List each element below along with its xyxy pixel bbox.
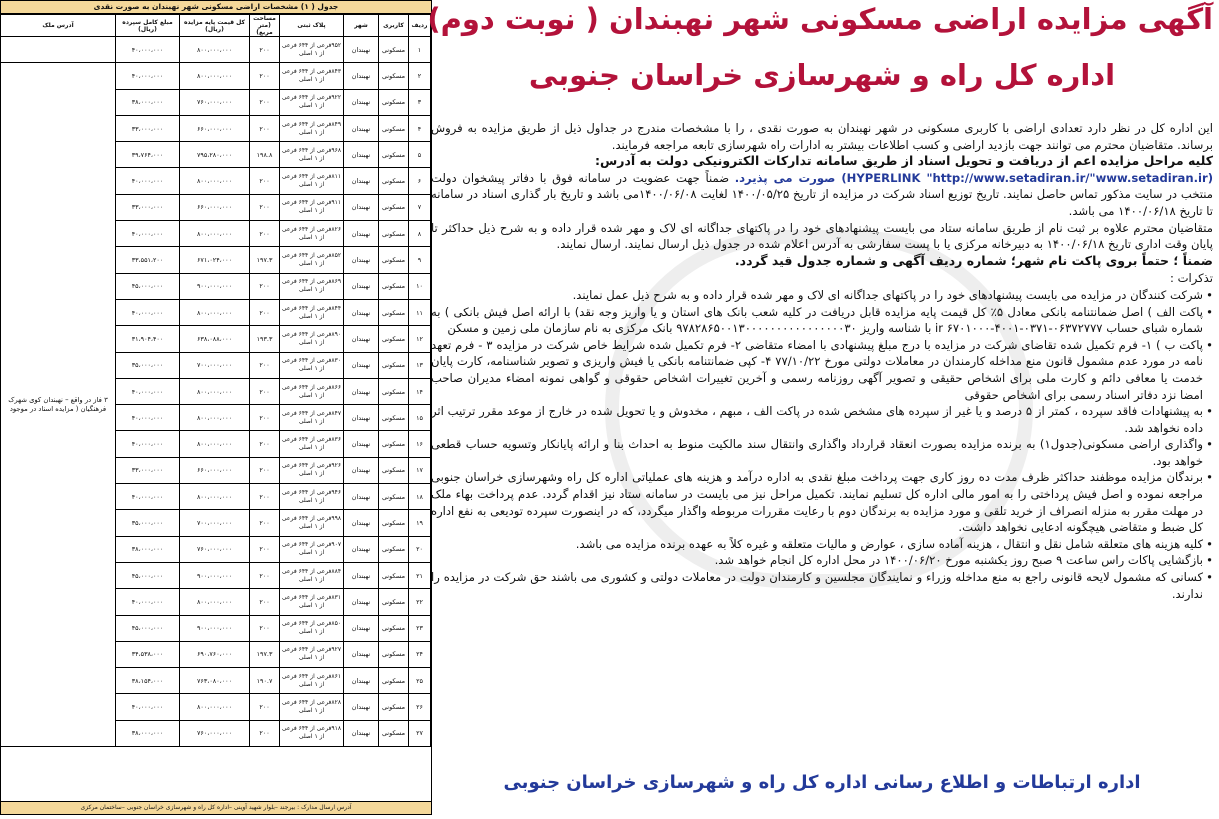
cell-base-price: ۹۰۰،۰۰۰،۰۰۰ (180, 273, 250, 299)
cell-area: ۱۹۷.۳ (250, 641, 280, 667)
cell-area: ۲۰۰ (250, 273, 280, 299)
cell-row-number: ۲۳ (409, 615, 431, 641)
cell-city: نهبندان (344, 352, 379, 378)
note-item: • به پیشنهادات فاقد سپرده ، کمتر از ۵ درصد و یا غیر از سپرده های مشخص شده در پاکت الف ، مبهم ، مخدوش و یا تحویل شده در خارج از موعد مقرر ترتیب اثر داده نخواهد شد. (431, 403, 1213, 436)
cell-use: مسکونی (379, 457, 409, 483)
cell-row-number: ۲ (409, 63, 431, 89)
setad-link[interactable]: (HYPERLINK "http://www.setadiran.ir/"www.setadiran.ir) صورت می پذیرد. (734, 170, 1213, 185)
cell-address-empty (1, 37, 116, 63)
cell-row-number: ۵ (409, 142, 431, 168)
cell-city: نهبندان (344, 299, 379, 325)
cell-plaque: ۸۶۹فرعی از ۶۴۴ فرعی از ۱ اصلی (280, 273, 344, 299)
table-title: جدول ( ۱) مشخصات اراضی مسکونی شهر نهبندان به صورت نقدی (1, 1, 431, 14)
cell-area: ۲۰۰ (250, 89, 280, 115)
cell-row-number: ۱۷ (409, 457, 431, 483)
cell-row-number: ۱ (409, 37, 431, 63)
note-item: • پاکت ب ) ۱- فرم تکمیل شده تقاضای شرکت در مزایده با درج مبلغ پیشنهادی با امضاء متقاضی ۲- فرم تکمیل شده شرایط خاص شرکت در مزایده ۳ - فرم تعهد نامه در مورد عدم مشمول قانون منع مداخله کارمندان در معاملات دولتی مورخ ۷۷/۱۰/۲۲ ۴- کپی ضمانتنامه بانکی یا فیش واریزی و تصویر شناسنامه، کارت پایان خدمت یا معافی دائم و کارت ملی برای اشخاص حقیقی و تصویر آگهی روزنامه رسمی و آخرین تغییرات اشخاص حقوقی و گواهی نمونه امضاء مدیران صاحب امضا نزد دفاتر اسناد رسمی برای اشخاص حقوقی (431, 337, 1213, 403)
note-item: • شرکت کنندگان در مزایده می بایست پیشنهادهای خود را در پاکتهای جداگانه ای لاک و مهر شده قرار داده و به شرح ذیل عمل نمایند. (431, 287, 1213, 304)
cell-plaque: ۹۲۶فرعی از ۶۴۴ فرعی از ۱ اصلی (280, 457, 344, 483)
cell-plaque: ۹۱۱فرعی از ۶۴۴ فرعی از ۱ اصلی (280, 194, 344, 220)
cell-row-number: ۳ (409, 89, 431, 115)
cell-deposit: ۴۰،۰۰۰،۰۰۰ (116, 378, 180, 404)
cell-row-number: ۴ (409, 115, 431, 141)
cell-plaque: ۸۶۶فرعی از ۶۴۴ فرعی از ۱ اصلی (280, 378, 344, 404)
cell-base-price: ۸۰۰،۰۰۰،۰۰۰ (180, 431, 250, 457)
cell-area: ۲۰۰ (250, 457, 280, 483)
cell-area: ۲۰۰ (250, 299, 280, 325)
cell-plaque: ۸۴۴فرعی از ۶۴۴ فرعی از ۱ اصلی (280, 299, 344, 325)
table-footer-address: آدرس ارسال مدارک : بیرجند –بلوار شهید آوینی –اداره کل راه و شهرسازی خراسان جنوبی –ساختمان مرکزی (1, 801, 431, 814)
cell-area: ۲۰۰ (250, 194, 280, 220)
cell-deposit: ۳۸،۰۰۰،۰۰۰ (116, 536, 180, 562)
intro-paragraph: این اداره کل در نظر دارد تعدادی اراضی با کاربری مسکونی در شهر نهبندان به صورت نقدی ، را با مشخصات مندرج در جداول ذیل از طریق مزایده به فروش برساند. متقاضیان محترم می توانند جهت بازدید اراضی و کسب اطلاعات بیشتر به ادارات راه شهرسازی تابعه مراجعه فرمایند. (431, 121, 1213, 152)
cell-base-price: ۶۶۰،۰۰۰،۰۰۰ (180, 194, 250, 220)
header-address: آدرس ملک (1, 15, 116, 37)
cell-area: ۲۰۰ (250, 431, 280, 457)
cell-area: ۲۰۰ (250, 115, 280, 141)
cell-plaque: ۹۴۶فرعی از ۶۴۴ فرعی از ۱ اصلی (280, 484, 344, 510)
cell-row-number: ۱۶ (409, 431, 431, 457)
properties-table-panel (0, 0, 432, 815)
cell-plaque: ۹۰۷فرعی از ۶۴۴ فرعی از ۱ اصلی (280, 536, 344, 562)
note-item: • واگذاری اراضی مسکونی(جدول۱) به برنده مزایده بصورت انعقاد قرارداد واگذاری وانتقال سند مالکیت منوط به احداث بنا و ارائه پایانکار وتسویه حساب قطعی خواهد بود. (431, 436, 1213, 469)
cell-plaque: ۸۶۱فرعی از ۶۴۴ فرعی از ۱ اصلی (280, 668, 344, 694)
cell-city: نهبندان (344, 326, 379, 352)
announcement-footer: اداره ارتباطات و اطلاع رسانی اداره کل راه و شهرسازی خراسان جنوبی (503, 772, 1141, 793)
cell-area: ۲۰۰ (250, 720, 280, 746)
cell-area: ۱۹۸.۸ (250, 142, 280, 168)
cell-base-price: ۸۰۰،۰۰۰،۰۰۰ (180, 378, 250, 404)
setad-text: ضمناً جهت عضویت در سامانه فوق با دفاتر پیشخوان دولت منتخب در سایت مذکور تماس حاصل نمایند. تاریخ توزیع اسناد شرکت در مزایده از تاریخ ۱۴۰۰/۰۵/۲۵ لغایت ۱۴۰۰/۰۶/۰۸می باشد و تاریخ بار گذاری اسناد در سامانه تا تاریخ ۱۴۰۰/۰۶/۱۸ می باشد. (431, 170, 1214, 218)
cell-city: نهبندان (344, 168, 379, 194)
cell-deposit: ۳۸،۰۰۰،۰۰۰ (116, 89, 180, 115)
announcement-body (431, 120, 1213, 602)
cell-use: مسکونی (379, 142, 409, 168)
cell-area: ۲۰۰ (250, 694, 280, 720)
announcement-organization: اداره کل راه و شهرسازی خراسان جنوبی (528, 58, 1116, 92)
cell-city: نهبندان (344, 405, 379, 431)
cell-base-price: ۷۰۰،۰۰۰،۰۰۰ (180, 352, 250, 378)
cell-deposit: ۳۸،۰۰۰،۰۰۰ (116, 720, 180, 746)
cell-deposit: ۴۰،۰۰۰،۰۰۰ (116, 694, 180, 720)
cell-plaque: ۸۳۶فرعی از ۶۴۴ فرعی از ۱ اصلی (280, 431, 344, 457)
cell-row-number: ۱۳ (409, 352, 431, 378)
cell-use: مسکونی (379, 299, 409, 325)
cell-plaque: ۸۲۸فرعی از ۶۴۴ فرعی از ۱ اصلی (280, 694, 344, 720)
notes-heading: تذکرات : (1170, 271, 1213, 286)
cell-city: نهبندان (344, 510, 379, 536)
header-area: مساحت (متر مربع) (250, 15, 280, 37)
cell-area: ۲۰۰ (250, 37, 280, 63)
cell-use: مسکونی (379, 668, 409, 694)
cell-deposit: ۳۳،۰۰۰،۰۰۰ (116, 194, 180, 220)
cell-row-number: ۱۸ (409, 484, 431, 510)
cell-use: مسکونی (379, 510, 409, 536)
cell-area: ۱۹۰.۷ (250, 668, 280, 694)
cell-use: مسکونی (379, 352, 409, 378)
cell-row-number: ۱۰ (409, 273, 431, 299)
cell-area: ۲۰۰ (250, 378, 280, 404)
cell-deposit: ۳۳،۰۰۰،۰۰۰ (116, 115, 180, 141)
table-body (1, 37, 431, 747)
cell-deposit: ۳۳،۰۰۰،۰۰۰ (116, 457, 180, 483)
cell-plaque: ۹۹۸فرعی از ۶۴۴ فرعی از ۱ اصلی (280, 510, 344, 536)
header-use: کاربری (379, 15, 409, 37)
cell-plaque: ۸۳۱فرعی از ۶۴۴ فرعی از ۱ اصلی (280, 589, 344, 615)
cell-use: مسکونی (379, 326, 409, 352)
cell-area: ۲۰۰ (250, 168, 280, 194)
cell-city: نهبندان (344, 562, 379, 588)
cell-base-price: ۸۰۰،۰۰۰،۰۰۰ (180, 484, 250, 510)
cell-deposit: ۴۰،۰۰۰،۰۰۰ (116, 63, 180, 89)
cell-base-price: ۸۰۰،۰۰۰،۰۰۰ (180, 168, 250, 194)
cell-use: مسکونی (379, 484, 409, 510)
cell-city: نهبندان (344, 694, 379, 720)
cell-area: ۲۰۰ (250, 484, 280, 510)
cell-base-price: ۸۰۰،۰۰۰،۰۰۰ (180, 299, 250, 325)
cell-use: مسکونی (379, 589, 409, 615)
cell-deposit: ۳۵،۰۰۰،۰۰۰ (116, 510, 180, 536)
cell-deposit: ۴۵،۰۰۰،۰۰۰ (116, 562, 180, 588)
cell-use: مسکونی (379, 562, 409, 588)
cell-deposit: ۴۰،۰۰۰،۰۰۰ (116, 221, 180, 247)
cell-use: مسکونی (379, 720, 409, 746)
cell-use: مسکونی (379, 405, 409, 431)
header-base-price: کل قیمت پایه مزایده (ریال) (180, 15, 250, 37)
cell-plaque: ۹۲۷فرعی از ۶۴۴ فرعی از ۱ اصلی (280, 641, 344, 667)
cell-base-price: ۷۰۰،۰۰۰،۰۰۰ (180, 510, 250, 536)
note-item: • بازگشایی پاکات راس ساعت ۹ صبح روز یکشنبه مورخ ۱۴۰۰/۰۶/۲۰ در محل اداره کل انجام خواهد شد. (431, 552, 1213, 569)
cell-address: ۳ فاز در واقع – نهبندان کوی شهرک فرهنگیان ( مزایده اسناد در موجود (1, 63, 116, 747)
cell-row-number: ۲۰ (409, 536, 431, 562)
setad-heading: کلیه مراحل مزایده اعم از دریافت و تحویل اسناد از طریق سامانه تدارکات الکترونیکی دولت به آدرس: (595, 153, 1213, 169)
cell-city: نهبندان (344, 89, 379, 115)
cell-use: مسکونی (379, 641, 409, 667)
cell-use: مسکونی (379, 37, 409, 63)
cell-base-price: ۹۰۰،۰۰۰،۰۰۰ (180, 562, 250, 588)
cell-use: مسکونی (379, 615, 409, 641)
header-plaque: پلاک ثبتی (280, 15, 344, 37)
announcement-panel (427, 0, 1214, 815)
submission-paragraph: متقاضیان محترم علاوه بر ثبت نام از طریق سامانه ستاد می بایست پیشنهادهای خود را در پاکتهای جداگانه ای لاک و مهر شده قرار داده و به شرح ذیل حداکثر تا پایان وقت اداری تاریخ ۱۴۰۰/۰۶/۱۸ به دبیرخانه مرکزی یا با پست سفارشی به آدرس اعلام شده در جدول ذیل ارسال نمایند. ارسال نمایند. (431, 220, 1213, 252)
cell-city: نهبندان (344, 273, 379, 299)
cell-city: نهبندان (344, 668, 379, 694)
cell-base-price: ۷۶۰،۰۰۰،۰۰۰ (180, 89, 250, 115)
cell-base-price: ۸۰۰،۰۰۰،۰۰۰ (180, 405, 250, 431)
cell-use: مسکونی (379, 247, 409, 273)
cell-area: ۲۰۰ (250, 405, 280, 431)
cell-base-price: ۷۶۰،۰۰۰،۰۰۰ (180, 720, 250, 746)
cell-city: نهبندان (344, 247, 379, 273)
cell-area: ۲۰۰ (250, 510, 280, 536)
cell-plaque: ۸۵۰فرعی از ۶۴۴ فرعی از ۱ اصلی (280, 615, 344, 641)
cell-city: نهبندان (344, 63, 379, 89)
cell-deposit: ۳۵،۰۰۰،۰۰۰ (116, 352, 180, 378)
cell-city: نهبندان (344, 431, 379, 457)
cell-base-price: ۹۰۰،۰۰۰،۰۰۰ (180, 615, 250, 641)
cell-use: مسکونی (379, 431, 409, 457)
cell-city: نهبندان (344, 536, 379, 562)
setad-paragraph (431, 170, 1213, 220)
cell-use: مسکونی (379, 536, 409, 562)
cell-plaque: ۹۵۲فرعی از ۶۴۴ فرعی از ۱ اصلی (280, 37, 344, 63)
cell-city: نهبندان (344, 378, 379, 404)
cell-deposit: ۴۰،۰۰۰،۰۰۰ (116, 168, 180, 194)
cell-row-number: ۷ (409, 194, 431, 220)
cell-city: نهبندان (344, 484, 379, 510)
cell-row-number: ۹ (409, 247, 431, 273)
cell-city: نهبندان (344, 589, 379, 615)
cell-area: ۲۰۰ (250, 589, 280, 615)
cell-row-number: ۱۲ (409, 326, 431, 352)
cell-plaque: ۸۴۷فرعی از ۶۴۴ فرعی از ۱ اصلی (280, 405, 344, 431)
cell-area: ۱۹۷.۳ (250, 247, 280, 273)
cell-base-price: ۶۶۰،۰۰۰،۰۰۰ (180, 457, 250, 483)
cell-row-number: ۱۴ (409, 378, 431, 404)
cell-use: مسکونی (379, 694, 409, 720)
cell-deposit: ۴۰،۰۰۰،۰۰۰ (116, 299, 180, 325)
table-header-row (1, 15, 431, 37)
cell-deposit: ۳۳،۵۵۱،۲۰۰ (116, 247, 180, 273)
cell-row-number: ۲۲ (409, 589, 431, 615)
cell-deposit: ۴۰،۰۰۰،۰۰۰ (116, 431, 180, 457)
cell-base-price: ۶۶۰،۰۰۰،۰۰۰ (180, 115, 250, 141)
cell-deposit: ۴۵،۰۰۰،۰۰۰ (116, 615, 180, 641)
cell-use: مسکونی (379, 221, 409, 247)
cell-area: ۲۰۰ (250, 221, 280, 247)
cell-base-price: ۶۳۸،۰۸۸،۰۰۰ (180, 326, 250, 352)
cell-city: نهبندان (344, 37, 379, 63)
cell-plaque: ۸۸۴فرعی از ۶۴۴ فرعی از ۱ اصلی (280, 562, 344, 588)
note-item: • کلیه هزینه های متعلقه شامل نقل و انتقال ، هزینه آماده سازی ، عوارض و مالیات متعلقه و غیره کلاً به عهده برنده مزایده می باشد. (431, 536, 1213, 553)
cell-deposit: ۴۰،۰۰۰،۰۰۰ (116, 37, 180, 63)
cell-base-price: ۷۶۰،۰۰۰،۰۰۰ (180, 536, 250, 562)
cell-base-price: ۸۰۰،۰۰۰،۰۰۰ (180, 589, 250, 615)
cell-city: نهبندان (344, 641, 379, 667)
cell-row-number: ۱۹ (409, 510, 431, 536)
cell-plaque: ۸۴۳فرعی از ۶۴۴ فرعی از ۱ اصلی (280, 63, 344, 89)
cell-city: نهبندان (344, 115, 379, 141)
cell-use: مسکونی (379, 378, 409, 404)
cell-base-price: ۸۰۰،۰۰۰،۰۰۰ (180, 37, 250, 63)
cell-base-price: ۷۹۵،۲۸۰،۰۰۰ (180, 142, 250, 168)
notes-list (431, 287, 1213, 602)
cell-use: مسکونی (379, 168, 409, 194)
cell-city: نهبندان (344, 221, 379, 247)
cell-use: مسکونی (379, 63, 409, 89)
cell-city: نهبندان (344, 142, 379, 168)
cell-row-number: ۲۱ (409, 562, 431, 588)
cell-area: ۲۰۰ (250, 615, 280, 641)
cell-row-number: ۸ (409, 221, 431, 247)
cell-plaque: ۸۲۶فرعی از ۶۴۴ فرعی از ۱ اصلی (280, 221, 344, 247)
cell-deposit: ۳۱،۹۰۴،۴۰۰ (116, 326, 180, 352)
cell-use: مسکونی (379, 115, 409, 141)
cell-area: ۲۰۰ (250, 562, 280, 588)
cell-row-number: ۱۵ (409, 405, 431, 431)
cell-area: ۲۰۰ (250, 536, 280, 562)
table-row (1, 37, 431, 63)
cell-base-price: ۸۰۰،۰۰۰،۰۰۰ (180, 63, 250, 89)
cell-plaque: ۹۲۲فرعی از ۶۴۴ فرعی از ۱ اصلی (280, 89, 344, 115)
cell-area: ۲۰۰ (250, 63, 280, 89)
cell-deposit: ۳۸،۱۵۴،۰۰۰ (116, 668, 180, 694)
announcement-title: آگهی مزایده اراضی مسکونی شهر نهبندان ( نوبت دوم) (427, 2, 1213, 36)
cell-use: مسکونی (379, 89, 409, 115)
cell-plaque: ۹۶۸فرعی از ۶۴۴ فرعی از ۱ اصلی (280, 142, 344, 168)
cell-deposit: ۴۰،۰۰۰،۰۰۰ (116, 484, 180, 510)
cell-use: مسکونی (379, 194, 409, 220)
cell-plaque: ۸۴۹فرعی از ۶۴۴ فرعی از ۱ اصلی (280, 115, 344, 141)
note-item: • پاکت الف ) اصل ضمانتنامه بانکی معادل ۵٪ کل قیمت پایه مزایده قابل دریافت در کلیه شعب بانک های استان و یا واریز وجه نقد) با ارائه اصل فیش بانکی ) به شماره شبای حساب ۰۶۳۷۲۷۷۷-۰۳۷۱-۴۰۰۱-۶۷۰۱۰۰۰ ir با شناسه واریز ۹۷۸۲۸۶۵۰۰۱۳۰۰۰۰۰۰۰۰۰۰۰۰۰۰۰۰۳۰ بانک مرکزی به نام سازمان ملی زمین و مسکن (431, 304, 1213, 337)
cell-plaque: ۸۱۱فرعی از ۶۴۴ فرعی از ۱ اصلی (280, 168, 344, 194)
cell-base-price: ۶۷۱،۰۲۴،۰۰۰ (180, 247, 250, 273)
header-deposit: مبلغ کامل سپرده (ریال) (116, 15, 180, 37)
cell-plaque: ۹۱۸فرعی از ۶۴۴ فرعی از ۱ اصلی (280, 720, 344, 746)
cell-city: نهبندان (344, 615, 379, 641)
cell-row-number: ۲۴ (409, 641, 431, 667)
cell-deposit: ۴۰،۰۰۰،۰۰۰ (116, 405, 180, 431)
cell-city: نهبندان (344, 194, 379, 220)
cell-base-price: ۸۰۰،۰۰۰،۰۰۰ (180, 221, 250, 247)
table-row (1, 63, 431, 89)
cell-use: مسکونی (379, 273, 409, 299)
cell-deposit: ۳۹،۷۶۴،۰۰۰ (116, 142, 180, 168)
cell-plaque: ۸۹۰فرعی از ۶۴۴ فرعی از ۱ اصلی (280, 326, 344, 352)
cell-area: ۲۰۰ (250, 352, 280, 378)
cell-row-number: ۲۶ (409, 694, 431, 720)
cell-row-number: ۲۵ (409, 668, 431, 694)
cell-row-number: ۶ (409, 168, 431, 194)
cell-deposit: ۴۵،۰۰۰،۰۰۰ (116, 273, 180, 299)
note-item: • برندگان مزایده موظفند حداکثر ظرف مدت ده روز کاری جهت پرداخت مبلغ نقدی به اداره درآمد و هزینه های عملیاتی اداره کل راه وشهرسازی خراسان جنوبی مراجعه نموده و اصل فیش پرداختی را به امور مالی اداره کل تسلیم نمایند. تکمیل مراحل نیز می بایست در سامانه ستاد نیز اقدام گردد. عدم پرداخت بهاء ملک در مهلت مقرر به منزله انصراف از خرید تلقی و مورد مزایده به برندگان دوم با رعایت مقررات مربوطه واگذار میگردد، که در اینصورت سپرده تودیعی به نفع اداره کل ضبط و متقاضی هیچگونه ادعایی نخواهد داشت. (431, 469, 1213, 535)
cell-base-price: ۶۹۰،۷۶۰،۰۰۰ (180, 641, 250, 667)
header-city: شهر (344, 15, 379, 37)
header-row-number: ردیف (409, 15, 431, 37)
cell-base-price: ۷۶۳،۰۸۰،۰۰۰ (180, 668, 250, 694)
properties-table (0, 14, 431, 747)
cell-deposit: ۳۴،۵۳۸،۰۰۰ (116, 641, 180, 667)
cell-row-number: ۱۱ (409, 299, 431, 325)
cell-plaque: ۸۳۰فرعی از ۶۴۴ فرعی از ۱ اصلی (280, 352, 344, 378)
cell-plaque: ۸۵۲فرعی از ۶۴۴ فرعی از ۱ اصلی (280, 247, 344, 273)
note-item: • کسانی که مشمول لایحه قانونی راجع به منع مداخله وزراء و نمایندگان مجلسین و کارمندان دولت در معاملات دولتی و کشوری می باشند حق شرکت در مزایده را ندارند. (431, 569, 1213, 602)
cell-row-number: ۲۷ (409, 720, 431, 746)
cell-area: ۱۹۳.۳ (250, 326, 280, 352)
cell-city: نهبندان (344, 720, 379, 746)
envelope-note: ضمناً ؛ حتماً بروی پاکت نام شهر؛ شماره ردیف آگهی و شماره جدول قید گردد. (734, 252, 1213, 268)
cell-base-price: ۸۰۰،۰۰۰،۰۰۰ (180, 694, 250, 720)
cell-deposit: ۴۰،۰۰۰،۰۰۰ (116, 589, 180, 615)
cell-city: نهبندان (344, 457, 379, 483)
